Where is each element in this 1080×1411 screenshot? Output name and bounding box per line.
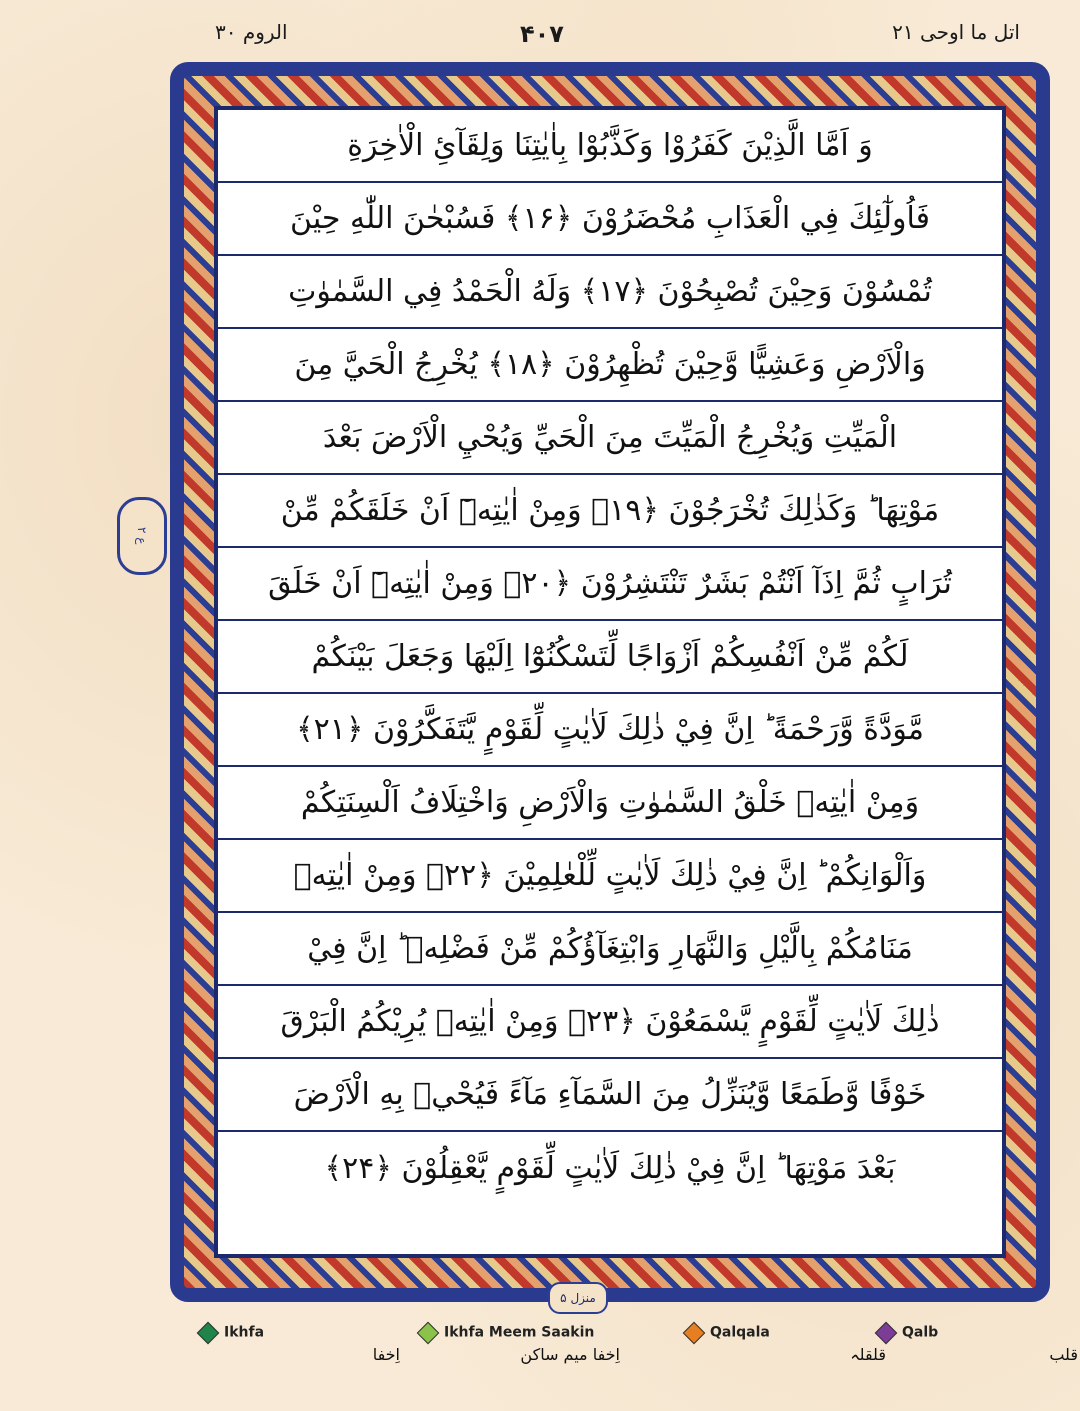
verse-line: تُرَابٍ ثُمَّ اِذَآ اَنْتُمْ بَشَرٌ تَنْتَشِرُوْنَ ﴿۲۰﴾ وَمِنْ اٰيٰتِهٖٓ اَنْ خَلَقَ bbox=[218, 548, 1002, 621]
manzil-marker: منزل ۵ bbox=[548, 1282, 608, 1314]
diamond-icon bbox=[417, 1321, 440, 1344]
verse-line: فَاُولٰٓئِكَ فِي الْعَذَابِ مُحْضَرُوْنَ ﴿۱۶﴾ فَسُبْحٰنَ اللّٰهِ حِيْنَ bbox=[218, 183, 1002, 256]
verse-line: لَكُمْ مِّنْ اَنْفُسِكُمْ اَزْوَاجًا لِّتَسْكُنُوْٓا اِلَيْهَا وَجَعَلَ بَيْنَكُمْ bbox=[218, 621, 1002, 694]
verse-line: ذٰلِكَ لَاٰيٰتٍ لِّقَوْمٍ يَّسْمَعُوْنَ ﴿۲۳﴾ وَمِنْ اٰيٰتِهٖ يُرِيْكُمُ الْبَرْقَ bbox=[218, 986, 1002, 1059]
legend-item-qalb: Qalb قلب bbox=[878, 1322, 1078, 1364]
page-number: ۴۰۷ bbox=[520, 20, 564, 48]
surah-title: الروم ۳۰ bbox=[215, 20, 288, 44]
ruku-marker: ع ۲ bbox=[117, 497, 167, 575]
verse-line: بَعْدَ مَوْتِهَا ؕ اِنَّ فِيْ ذٰلِكَ لَاٰيٰتٍ لِّقَوْمٍ يَّعْقِلُوْنَ ﴿۲۴﴾ bbox=[324, 1151, 896, 1186]
tajweed-legend bbox=[0, 1322, 1080, 1402]
diamond-icon bbox=[875, 1321, 898, 1344]
verse-line: خَوْفًا وَّطَمَعًا وَّيُنَزِّلُ مِنَ السَّمَآءِ مَآءً فَيُحْيٖ بِهِ الْاَرْضَ bbox=[218, 1059, 1002, 1132]
verse-line: مَوْتِهَا ؕ وَكَذٰلِكَ تُخْرَجُوْنَ ﴿۱۹﴾ وَمِنْ اٰيٰتِهٖٓ اَنْ خَلَقَكُمْ مِّنْ bbox=[218, 475, 1002, 548]
legend-item-ikhfa-meem-saakin: Ikhfa Meem Saakin اِخفا میم ساکن bbox=[420, 1322, 620, 1364]
verse-lines bbox=[218, 110, 1002, 1254]
verse-line: تُمْسُوْنَ وَحِيْنَ تُصْبِحُوْنَ ﴿۱۷﴾ وَلَهُ الْحَمْدُ فِي السَّمٰوٰتِ bbox=[218, 256, 1002, 329]
verse-line: وَمِنْ اٰيٰتِهٖ خَلْقُ السَّمٰوٰتِ وَالْاَرْضِ وَاخْتِلَافُ اَلْسِنَتِكُمْ bbox=[218, 767, 1002, 840]
diamond-icon bbox=[683, 1321, 706, 1344]
verse-line: مَّوَدَّةً وَّرَحْمَةً ؕ اِنَّ فِيْ ذٰلِكَ لَاٰيٰتٍ لِّقَوْمٍ يَّتَفَكَّرُوْنَ ﴿۲۱﴾ bbox=[218, 694, 1002, 767]
verse-line: مَنَامُكُمْ بِالَّيْلِ وَالنَّهَارِ وَابْتِغَآؤُكُمْ مِّنْ فَضْلِهٖ ؕ اِنَّ فِيْ bbox=[218, 913, 1002, 986]
ornamental-border bbox=[170, 62, 1050, 1302]
verse-line: وَاَلْوَانِكُمْ ؕ اِنَّ فِيْ ذٰلِكَ لَاٰيٰتٍ لِّلْعٰلِمِيْنَ ﴿۲۲﴾ وَمِنْ اٰيٰتِهٖ bbox=[218, 840, 1002, 913]
legend-item-qalqala: Qalqala قلقلہ bbox=[686, 1322, 886, 1364]
verse-line: وَالْاَرْضِ وَعَشِيًّا وَّحِيْنَ تُظْهِرُوْنَ ﴿۱۸﴾ يُخْرِجُ الْحَيَّ مِنَ bbox=[218, 329, 1002, 402]
diamond-icon bbox=[197, 1321, 220, 1344]
verse-line: وَ اَمَّا الَّذِيْنَ كَفَرُوْا وَكَذَّبُوْا بِاٰيٰتِنَا وَلِقَآئِ الْاٰخِرَةِ bbox=[218, 110, 1002, 183]
text-panel bbox=[214, 106, 1006, 1258]
legend-item-ikhfa: Ikhfa اِخفا bbox=[200, 1322, 400, 1364]
juz-title: اتل ما اوحی ۲۱ bbox=[892, 20, 1020, 44]
verse-line: الْمَيِّتِ وَيُخْرِجُ الْمَيِّتَ مِنَ الْحَيِّ وَيُحْيِ الْاَرْضَ بَعْدَ bbox=[218, 402, 1002, 475]
